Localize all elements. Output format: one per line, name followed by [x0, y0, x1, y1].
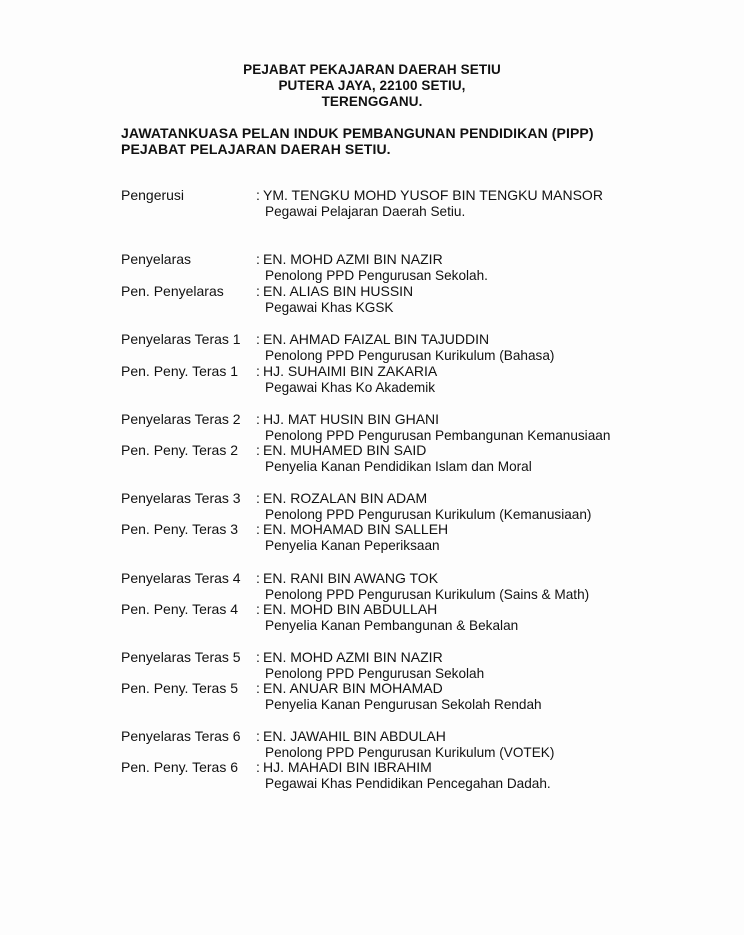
member-position: Penolong PPD Pengurusan Pembangunan Kemanusiaan [265, 428, 611, 443]
member-name: HJ. MAHADI BIN IBRAHIM [263, 759, 432, 775]
member-position: Penolong PPD Pengurusan Sekolah [265, 666, 485, 681]
document-title: JAWATANKUASA PELAN INDUK PEMBANGUNAN PENDIDIKAN (PIPP) [121, 125, 594, 141]
member-name: EN. ALIAS BIN HUSSIN [263, 283, 414, 299]
member-position: Penyelia Kanan Pembangunan & Bekalan [265, 618, 519, 633]
committee-role: Pen. Peny. Teras 3 [121, 521, 238, 537]
member-name: EN. JAWAHIL BIN ABDULAH [263, 728, 446, 744]
member-position: Pegawai Khas Ko Akademik [265, 380, 436, 395]
member-position: Pegawai Pelajaran Daerah Setiu. [265, 204, 466, 219]
committee-role: Penyelaras Teras 6 [121, 728, 241, 744]
committee-role: Pen. Peny. Teras 5 [121, 680, 238, 696]
office-state: TERENGGANU. [321, 94, 423, 109]
committee-role: Pen. Peny. Teras 2 [121, 442, 238, 458]
colon-separator: : [256, 680, 260, 696]
office-address: PUTERA JAYA, 22100 SETIU, [278, 78, 466, 93]
member-name: EN. MUHAMED BIN SAID [263, 442, 427, 458]
member-position: Penolong PPD Pengurusan Kurikulum (Bahasa) [265, 348, 555, 363]
member-name: HJ. MAT HUSIN BIN GHANI [263, 411, 440, 427]
committee-role: Pen. Peny. Teras 6 [121, 759, 238, 775]
member-name: EN. MOHD AZMI BIN NAZIR [263, 251, 443, 267]
member-name: EN. MOHD AZMI BIN NAZIR [263, 649, 443, 665]
colon-separator: : [256, 331, 260, 347]
colon-separator: : [256, 187, 260, 203]
colon-separator: : [256, 759, 260, 775]
member-position: Penyelia Kanan Peperiksaan [265, 538, 440, 553]
committee-role: Penyelaras Teras 3 [121, 490, 241, 506]
colon-separator: : [256, 490, 260, 506]
member-position: Pegawai Khas KGSK [265, 300, 394, 315]
member-name: HJ. SUHAIMI BIN ZAKARIA [263, 363, 438, 379]
document-subtitle: PEJABAT PELAJARAN DAERAH SETIU. [121, 141, 391, 157]
member-name: EN. AHMAD FAIZAL BIN TAJUDDIN [263, 331, 490, 347]
member-position: Penolong PPD Pengurusan Kurikulum (Sains & Math) [265, 587, 590, 602]
member-position: Penyelia Kanan Pengurusan Sekolah Rendah [265, 697, 542, 712]
colon-separator: : [256, 283, 260, 299]
colon-separator: : [256, 411, 260, 427]
committee-role: Pengerusi [121, 187, 185, 203]
colon-separator: : [256, 570, 260, 586]
colon-separator: : [256, 442, 260, 458]
committee-role: Penyelaras Teras 1 [121, 331, 241, 347]
colon-separator: : [256, 728, 260, 744]
committee-role: Penyelaras [121, 251, 192, 267]
member-name: EN. ANUAR BIN MOHAMAD [263, 680, 443, 696]
member-position: Penolong PPD Pengurusan Kurikulum (VOTEK) [265, 745, 555, 760]
committee-role: Penyelaras Teras 5 [121, 649, 241, 665]
office-name: PEJABAT PEKAJARAN DAERAH SETIU [243, 62, 501, 77]
member-name: EN. RANI BIN AWANG TOK [263, 570, 439, 586]
member-position: Pegawai Khas Pendidikan Pencegahan Dadah. [265, 776, 551, 791]
colon-separator: : [256, 649, 260, 665]
committee-role: Penyelaras Teras 4 [121, 570, 241, 586]
member-position: Penolong PPD Pengurusan Sekolah. [265, 268, 488, 283]
colon-separator: : [256, 251, 260, 267]
member-name: YM. TENGKU MOHD YUSOF BIN TENGKU MANSOR [263, 187, 603, 203]
committee-role: Pen. Peny. Teras 1 [121, 363, 238, 379]
committee-role: Pen. Penyelaras [121, 283, 224, 299]
committee-role: Penyelaras Teras 2 [121, 411, 241, 427]
committee-role: Pen. Peny. Teras 4 [121, 601, 238, 617]
member-name: EN. ROZALAN BIN ADAM [263, 490, 428, 506]
member-name: EN. MOHD BIN ABDULLAH [263, 601, 438, 617]
colon-separator: : [256, 521, 260, 537]
colon-separator: : [256, 363, 260, 379]
member-position: Penyelia Kanan Pendidikan Islam dan Moral [265, 459, 532, 474]
colon-separator: : [256, 601, 260, 617]
member-position: Penolong PPD Pengurusan Kurikulum (Kemanusiaan) [265, 507, 592, 522]
member-name: EN. MOHAMAD BIN SALLEH [263, 521, 449, 537]
